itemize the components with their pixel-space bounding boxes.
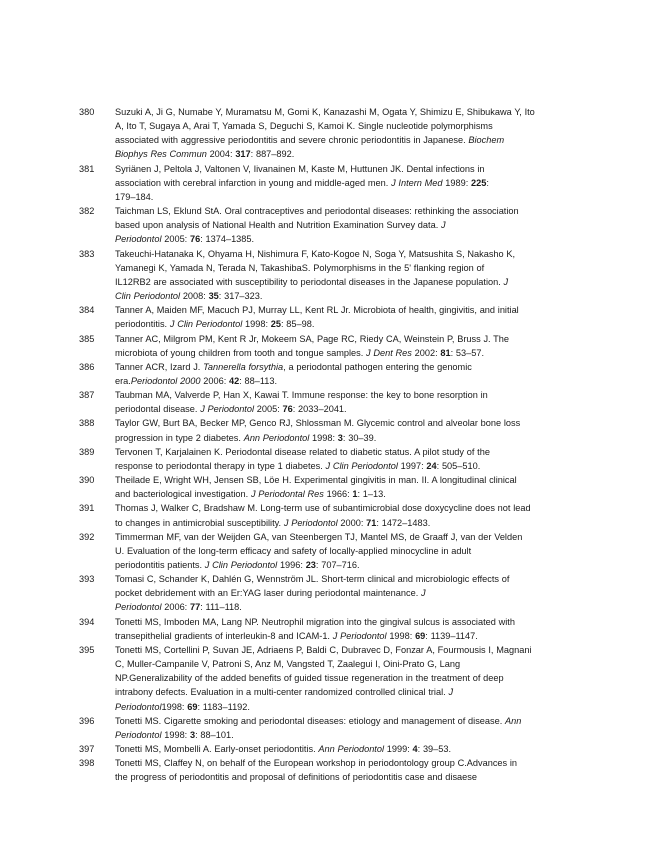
reference-list <box>79 105 579 785</box>
reference-number: 394 <box>79 616 95 627</box>
reference-item <box>79 742 579 756</box>
reference-line: intrabony defects. Evaluation in a multi-center randomized controlled clinical trial. J <box>115 687 454 698</box>
reference-item <box>79 756 579 784</box>
reference-text <box>115 572 579 614</box>
reference-item <box>79 530 579 572</box>
reference-number: 382 <box>79 206 95 217</box>
reference-item <box>79 445 579 473</box>
reference-line: A, Ito T, Sugaya A, Arai T, Yamada S, Deguchi S, Kamoi K. Single nucleotide polymorphisms <box>115 121 493 132</box>
reference-line: Periodontol 2006: 77: 111–118. <box>115 602 242 613</box>
reference-line: U. Evaluation of the long-term efficacy and safety of locally-applied minocycline in adult <box>115 545 472 556</box>
reference-line: Yamanegi K, Yamada N, Terada N, TakashibaS. Polymorphisms in the 5' flanking region of <box>115 262 485 273</box>
reference-item <box>79 473 579 501</box>
reference-text <box>115 332 579 360</box>
reference-line: C, Muller-Campanile V, Patroni S, Anz M, Vangsted T, Zaalegui I, Oini-Prato G, Lang <box>115 659 461 670</box>
reference-line: Tanner A, Maiden MF, Macuch PJ, Murray LL, Kent RL Jr. Microbiota of health, gingivitis, and initial <box>115 305 519 316</box>
reference-text <box>115 388 579 416</box>
reference-number: 387 <box>79 390 95 401</box>
reference-number: 391 <box>79 503 95 514</box>
reference-line: pocket debridement with an Er:YAG laser during periodontal maintenance. J <box>115 588 426 599</box>
reference-text <box>115 204 579 246</box>
reference-text <box>115 643 579 714</box>
reference-text <box>115 416 579 444</box>
reference-item <box>79 416 579 444</box>
reference-line: Taylor GW, Burt BA, Becker MP, Genco RJ, Shlossman M. Glycemic control and alveolar bone loss <box>115 418 521 429</box>
reference-item <box>79 714 579 742</box>
reference-item <box>79 643 579 714</box>
reference-line: Tanner ACR, Izard J. Tannerella forsythia, a periodontal pathogen entering the genomic <box>115 361 472 372</box>
reference-line: Takeuchi-Hatanaka K, Ohyama H, Nishimura F, Kato-Kogoe N, Soga Y, Matsushita S, Nakasho K, <box>115 248 516 259</box>
reference-number: 392 <box>79 531 95 542</box>
reference-line: Theilade E, Wright WH, Jensen SB, Löe H. Experimental gingivitis in man. II. A longitudinal clinical <box>115 475 517 486</box>
reference-text <box>115 162 579 204</box>
reference-line: Clin Periodontol 2008: 35: 317–323. <box>115 291 263 302</box>
reference-number: 393 <box>79 574 95 585</box>
reference-line: Biophys Res Commun 2004: 317: 887–892. <box>115 149 295 160</box>
reference-line: and bacteriological investigation. J Periodontal Res 1966: 1: 1–13. <box>115 489 386 500</box>
reference-text <box>115 714 579 742</box>
reference-item <box>79 247 579 304</box>
reference-line: Tonetti MS, Claffey N, on behalf of the European workshop in periodontology group C.Advances in <box>115 758 518 769</box>
reference-text <box>115 247 579 304</box>
reference-line: Tonetti MS. Cigarette smoking and periodontal diseases: etiology and management of disease. Ann <box>115 715 522 726</box>
reference-text <box>115 445 579 473</box>
reference-line: periodontitis patients. J Clin Periodontol 1996: 23: 707–716. <box>115 560 360 570</box>
reference-line: association with cerebral infarction in young and middle-aged men. J Intern Med 1989: 225: <box>115 177 489 188</box>
reference-text <box>115 742 579 756</box>
reference-line: Tomasi C, Schander K, Dahlén G, Wennström JL. Short-term clinical and microbiologic effects of <box>115 574 510 585</box>
reference-number: 384 <box>79 305 95 316</box>
reference-line: 179–184. <box>115 191 154 202</box>
reference-line: to changes in antimicrobial susceptibility. J Periodontol 2000: 71: 1472–1483. <box>115 517 431 528</box>
reference-line: Taichman LS, Eklund StA. Oral contraceptives and periodontal diseases: rethinking the association <box>115 206 519 217</box>
reference-item <box>79 332 579 360</box>
reference-number: 381 <box>79 163 95 174</box>
reference-item <box>79 501 579 529</box>
reference-number: 395 <box>79 644 95 655</box>
reference-line: Periodontol 1998: 3: 88–101. <box>115 729 234 740</box>
reference-text <box>115 756 579 784</box>
reference-text <box>115 360 579 388</box>
reference-line: transepithelial gradients of interleukin-8 and ICAM-1. J Periodontol 1998: 69: 1139–1147. <box>115 630 478 641</box>
reference-item <box>79 388 579 416</box>
reference-line: Syriänen J, Peltola J, Valtonen V, Iivanainen M, Kaste M, Huttunen JK. Dental infections in <box>115 163 485 174</box>
reference-text <box>115 615 579 643</box>
reference-line: NP.Generalizability of the added benefits of guided tissue regeneration in the treatment of deep <box>115 673 504 684</box>
reference-line: microbiota of young children from tooth and tongue samples. J Dent Res 2002: 81: 53–57. <box>115 347 485 358</box>
reference-item <box>79 360 579 388</box>
reference-line: periodontal disease. J Periodontol 2005: 76: 2033–2041. <box>115 404 347 415</box>
reference-line: progression in type 2 diabetes. Ann Periodontol 1998: 3: 30–39. <box>115 432 377 443</box>
reference-line: Tonetti MS, Cortellini P, Suvan JE, Adriaens P, Baldi C, Dubravec D, Fonzar A, Fourmousis I, Magnani <box>115 644 532 655</box>
reference-line: Thomas J, Walker C, Bradshaw M. Long-term use of subantimicrobial dose doxycycline does not lead <box>115 503 531 514</box>
reference-item <box>79 204 579 246</box>
reference-number: 390 <box>79 475 95 486</box>
reference-number: 396 <box>79 715 95 726</box>
reference-item <box>79 572 579 614</box>
reference-line: Periodontol 2005: 76: 1374–1385. <box>115 234 255 245</box>
reference-number: 385 <box>79 333 95 344</box>
reference-number: 398 <box>79 758 95 769</box>
reference-item <box>79 105 579 162</box>
reference-line: Suzuki A, Ji G, Numabe Y, Muramatsu M, Gomi K, Kanazashi M, Ogata Y, Shimizu E, Shibukawa Y, Ito <box>115 107 535 117</box>
reference-item <box>79 303 579 331</box>
reference-line: periodontitis. J Clin Periodontol 1998: 25: 85–98. <box>115 319 315 330</box>
reference-number: 383 <box>79 248 95 259</box>
reference-number: 389 <box>79 446 95 457</box>
reference-line: Timmerman MF, van der Weijden GA, van Steenbergen TJ, Mantel MS, de Graaff J, van der Velden <box>115 531 523 542</box>
reference-line: Tanner AC, Milgrom PM, Kent R Jr, Mokeem SA, Page RC, Riedy CA, Weinstein P, Bruss J. The <box>115 333 510 344</box>
reference-number: 397 <box>79 744 95 755</box>
reference-number: 388 <box>79 418 95 429</box>
reference-number: 386 <box>79 361 95 372</box>
reference-line: Tervonen T, Karjalainen K. Periodontal disease related to diabetic status. A pilot study of the <box>115 446 490 457</box>
reference-line: Tonetti MS, Imboden MA, Lang NP. Neutrophil migration into the gingival sulcus is associated with <box>115 616 515 627</box>
reference-line: IL12RB2 are associated with susceptibility to periodontal diseases in the Japanese population. J <box>115 276 509 287</box>
reference-text <box>115 105 579 162</box>
reference-line: associated with aggressive periodontitis and severe chronic periodontitis in Japanese. Biochem <box>115 135 505 146</box>
reference-line: Tonetti MS, Mombelli A. Early-onset periodontitis. Ann Periodontol 1999: 4: 39–53. <box>115 744 452 755</box>
reference-text <box>115 303 579 331</box>
reference-number: 380 <box>79 107 95 117</box>
reference-text <box>115 530 579 572</box>
reference-item <box>79 615 579 643</box>
reference-line: Taubman MA, Valverde P, Han X, Kawai T. Immune response: the key to bone resorption in <box>115 390 488 401</box>
reference-item <box>79 162 579 204</box>
reference-line: response to periodontal therapy in type 1 diabetes. J Clin Periodontol 1997: 24: 505–510. <box>115 460 481 471</box>
reference-text <box>115 501 579 529</box>
reference-line: the progress of periodontitis and proposal of definitions of periodontitis case and disaese <box>115 772 477 783</box>
reference-line: based upon analysis of National Health and Nutrition Examination Survey data. J <box>115 220 446 231</box>
reference-line: era.Periodontol 2000 2006: 42: 88–113. <box>115 375 278 386</box>
reference-line: Periodontol1998: 69: 1183–1192. <box>115 701 250 712</box>
reference-text <box>115 473 579 501</box>
